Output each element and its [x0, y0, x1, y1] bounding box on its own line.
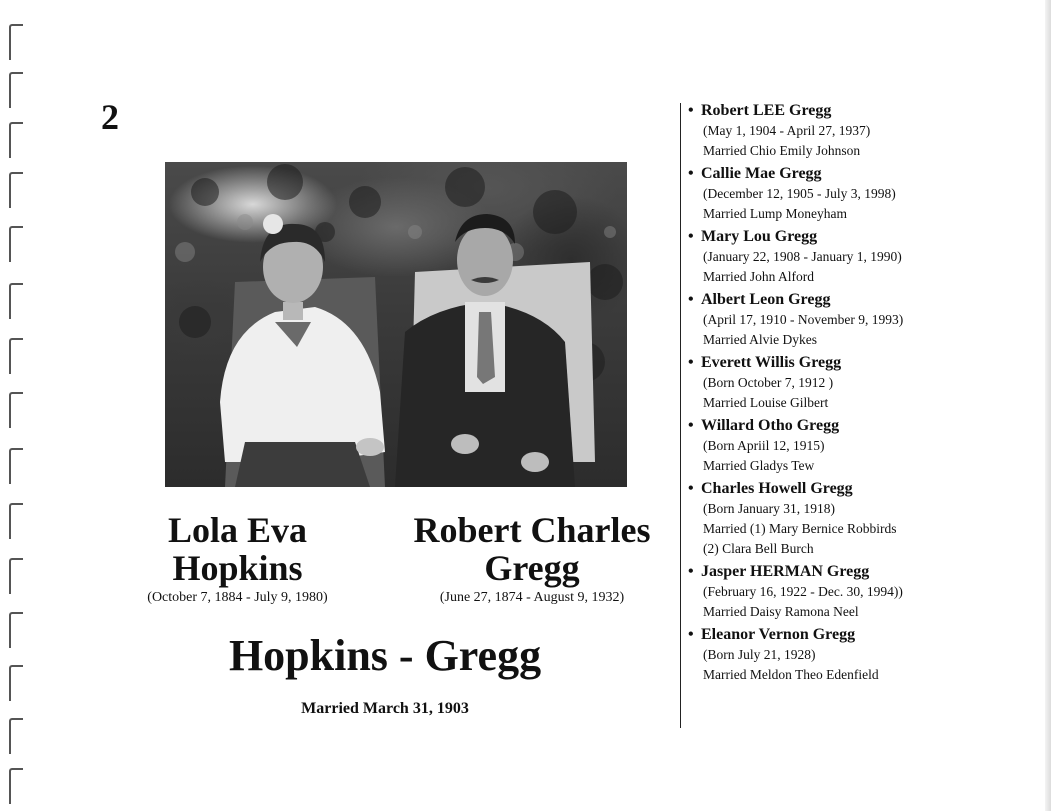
bullet-icon: • [688, 354, 694, 371]
binding-mark [9, 392, 23, 428]
bullet-icon: • [688, 417, 694, 434]
spouse-surname: Hopkins [172, 548, 303, 588]
binding-mark [9, 768, 23, 804]
child-marriage: Married John Alford [703, 269, 814, 284]
child-marriage: Married Louise Gilbert [703, 395, 829, 410]
child-name [688, 163, 1018, 184]
child-dates: (February 16, 1922 - Dec. 30, 1994)) [703, 584, 903, 599]
page-edge-shadow [1045, 0, 1051, 811]
binding-mark [9, 226, 23, 262]
child-marriage-second: (2) Clara Bell Burch [703, 541, 814, 556]
binding-mark [9, 283, 23, 319]
list-item [688, 163, 1018, 224]
spouse-name-robert [392, 511, 672, 587]
list-item [688, 289, 1018, 350]
child-dates: (December 12, 1905 - July 3, 1998) [703, 186, 896, 201]
photo-illustration [165, 162, 627, 487]
children-list [688, 100, 1018, 687]
child-name-text: Albert Leon Gregg [701, 291, 831, 308]
column-divider [680, 103, 681, 728]
binding-mark [9, 172, 23, 208]
child-name-text: Callie Mae Gregg [701, 165, 822, 182]
child-name [688, 624, 1018, 645]
couple-photograph [165, 162, 627, 487]
list-item [688, 561, 1018, 622]
binding-mark [9, 558, 23, 594]
child-dates: (May 1, 1904 - April 27, 1937) [703, 123, 871, 138]
couple-title: Hopkins - Gregg [228, 631, 542, 680]
child-name-text: Willard Otho Gregg [701, 417, 840, 434]
child-name [688, 561, 1018, 582]
child-name-text: Robert LEE Gregg [701, 102, 832, 119]
child-dates: (Born October 7, 1912 ) [703, 375, 834, 390]
child-dates: (April 17, 1910 - November 9, 1993) [703, 312, 904, 327]
page-number: 2 [101, 97, 119, 137]
list-item [688, 352, 1018, 413]
binding-mark [9, 665, 23, 701]
list-item [688, 415, 1018, 476]
child-name [688, 478, 1018, 499]
child-marriage: Married Alvie Dykes [703, 332, 817, 347]
binding-mark [9, 72, 23, 108]
child-name [688, 415, 1018, 436]
child-marriage: Married (1) Mary Bernice Robbirds [703, 521, 897, 536]
list-item [688, 478, 1018, 559]
child-name-text: Eleanor Vernon Gregg [701, 626, 856, 643]
child-dates: (January 22, 1908 - January 1, 1990) [703, 249, 902, 264]
binding-mark [9, 718, 23, 754]
spouse-dates-robert: (June 27, 1874 - August 9, 1932) [439, 590, 625, 605]
binding-mark [9, 612, 23, 648]
child-name-text: Charles Howell Gregg [701, 480, 853, 497]
child-marriage: Married Gladys Tew [703, 458, 815, 473]
child-name-text: Mary Lou Gregg [701, 228, 818, 245]
binding-mark [9, 503, 23, 539]
child-name [688, 352, 1018, 373]
child-name-text: Everett Willis Gregg [701, 354, 842, 371]
child-dates: (Born Apriil 12, 1915) [703, 438, 825, 453]
child-dates: (Born January 31, 1918) [703, 501, 835, 516]
bullet-icon: • [688, 165, 694, 182]
child-name [688, 289, 1018, 310]
child-marriage: Married Daisy Ramona Neel [703, 604, 859, 619]
child-name [688, 100, 1018, 121]
child-marriage: Married Meldon Theo Edenfield [703, 667, 879, 682]
bullet-icon: • [688, 563, 694, 580]
spouse-name-lola [150, 511, 325, 587]
marriage-date: Married March 31, 1903 [301, 700, 469, 717]
list-item [688, 100, 1018, 161]
child-name-text: Jasper HERMAN Gregg [701, 563, 870, 580]
bullet-icon: • [688, 291, 694, 308]
bullet-icon: • [688, 626, 694, 643]
bullet-icon: • [688, 102, 694, 119]
spouse-first-names: Lola Eva [167, 510, 308, 550]
bullet-icon: • [688, 228, 694, 245]
child-dates: (Born July 21, 1928) [703, 647, 816, 662]
child-marriage: Married Chio Emily Johnson [703, 143, 861, 158]
list-item [688, 226, 1018, 287]
binding-mark [9, 122, 23, 158]
binding-mark [9, 338, 23, 374]
spouse-surname: Gregg [484, 548, 580, 588]
spouse-first-names: Robert Charles [413, 510, 651, 550]
child-name [688, 226, 1018, 247]
spouse-dates-lola: (October 7, 1884 - July 9, 1980) [147, 590, 328, 605]
list-item [688, 624, 1018, 685]
bullet-icon: • [688, 480, 694, 497]
binding-mark [9, 24, 23, 60]
child-marriage: Married Lump Moneyham [703, 206, 847, 221]
binding-mark [9, 448, 23, 484]
